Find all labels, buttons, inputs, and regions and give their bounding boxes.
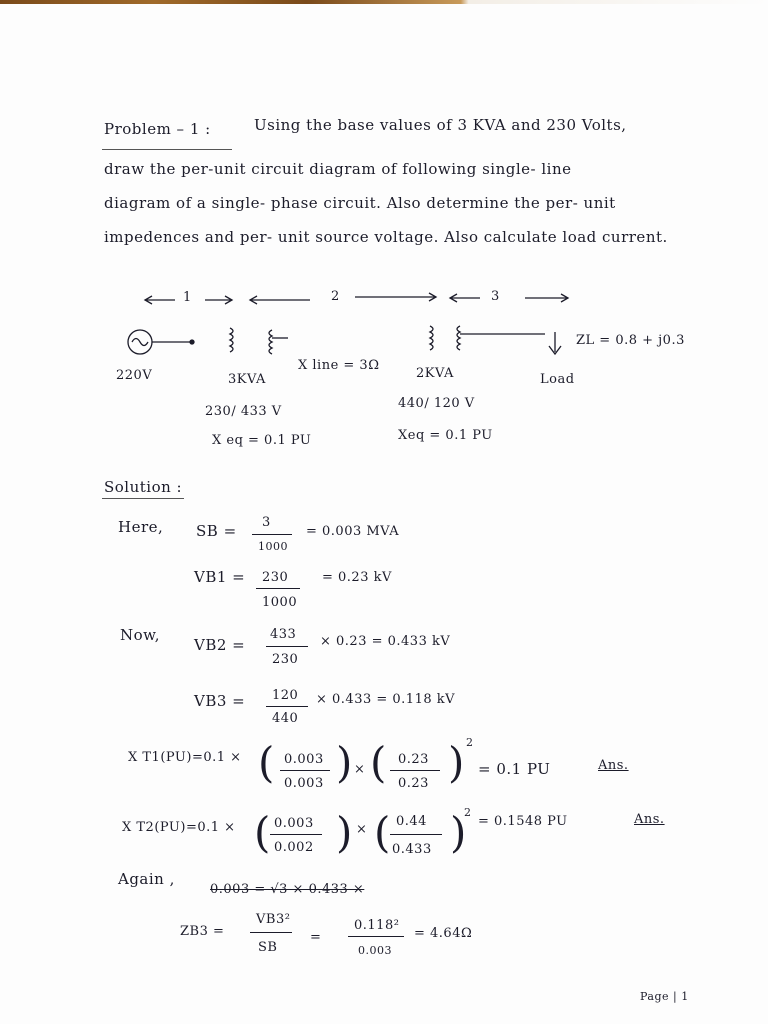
- page-number: Page | 1: [640, 990, 689, 1003]
- sb-denominator: 1000: [258, 540, 288, 553]
- xt1-times: ×: [354, 762, 366, 777]
- vb3-result: × 0.433 = 0.118 kV: [316, 692, 456, 707]
- xt2-f2-denominator: 0.433: [392, 842, 432, 857]
- zb3-numerator-2: 0.118²: [354, 918, 400, 933]
- problem-label: Problem – 1 :: [104, 120, 211, 138]
- problem-line-3: diagram of a single- phase circuit. Also determine the per- unit: [104, 194, 616, 212]
- xt1-label: X T1(PU)=0.1 ×: [128, 750, 242, 765]
- t1-xeq: X eq = 0.1 PU: [212, 433, 312, 448]
- xt1-paren-close-2: ): [448, 738, 465, 787]
- xt1-paren-open-1: (: [258, 738, 275, 787]
- now-label: Now,: [120, 626, 160, 644]
- xt2-f1-numerator: 0.003: [274, 816, 314, 831]
- vb3-denominator: 440: [272, 711, 299, 726]
- source-voltage: 220V: [116, 368, 153, 383]
- t2-secondary-coil: [457, 326, 460, 350]
- region-label-1: 1: [183, 290, 192, 305]
- here-label: Here,: [118, 518, 164, 536]
- zb3-fraction-bar: [250, 932, 292, 933]
- xt2-ans: Ans.: [634, 812, 665, 827]
- solution-underline: [102, 498, 184, 499]
- vb2-label: VB2 =: [194, 636, 246, 654]
- xt2-f2-numerator: 0.44: [396, 814, 427, 829]
- zb3-label: ZB3 =: [180, 924, 225, 939]
- problem-line-4: impedences and per- unit source voltage. Also calculate load current.: [104, 228, 668, 246]
- solution-heading: Solution :: [104, 478, 183, 496]
- xt2-label: X T2(PU)=0.1 ×: [122, 820, 236, 835]
- xt2-f2-bar: [390, 834, 442, 835]
- vb2-result: × 0.23 = 0.433 kV: [320, 634, 451, 649]
- load-impedance: ZL = 0.8 + j0.3: [576, 333, 685, 348]
- sb-fraction-bar: [252, 534, 292, 535]
- xt2-f1-bar: [270, 834, 322, 835]
- xt2-exponent: 2: [464, 806, 472, 819]
- t1-secondary-coil: [269, 330, 272, 354]
- xt2-times: ×: [356, 822, 368, 837]
- vb1-numerator: 230: [262, 570, 289, 585]
- t2-xeq: Xeq = 0.1 PU: [398, 428, 493, 443]
- t1-ratio: 230/ 433 V: [205, 404, 282, 419]
- region-label-3: 3: [491, 289, 500, 304]
- zb3-result: = 4.64Ω: [414, 926, 473, 941]
- source-sine: [132, 339, 148, 346]
- problem-line-1: Using the base values of 3 KVA and 230 Volts,: [254, 116, 627, 134]
- vb1-result: = 0.23 kV: [322, 570, 392, 585]
- zb3-equals: =: [310, 930, 322, 945]
- again-label: Again ,: [118, 870, 175, 888]
- t2-ratio: 440/ 120 V: [398, 396, 475, 411]
- problem-underline: [102, 149, 232, 150]
- vb3-label: VB3 =: [194, 692, 246, 710]
- region-label-2: 2: [331, 289, 340, 304]
- xt2-paren-open-2: (: [374, 808, 391, 857]
- vb3-fraction-bar: [266, 706, 308, 707]
- sb-numerator: 3: [262, 515, 271, 530]
- load-label: Load: [540, 372, 575, 387]
- xt2-paren-close-1: ): [336, 808, 353, 857]
- sb-label: SB =: [196, 522, 237, 540]
- struck-out-expression: 0.003 = √3 × 0.433 ×: [210, 882, 365, 897]
- problem-line-2: draw the per-unit circuit diagram of following single- line: [104, 160, 572, 178]
- xt1-f1-denominator: 0.003: [284, 776, 324, 791]
- xt1-paren-open-2: (: [370, 738, 387, 787]
- xt2-paren-open-1: (: [254, 808, 271, 857]
- bus-1: [190, 340, 194, 344]
- t2-primary-coil: [430, 326, 433, 350]
- xt1-ans: Ans.: [598, 758, 629, 773]
- zb3-fraction-bar-2: [348, 936, 404, 937]
- xt1-f1-bar: [280, 770, 330, 771]
- zb3-numerator: VB3²: [256, 912, 291, 927]
- xt2-f1-denominator: 0.002: [274, 840, 314, 855]
- t1-rating: 3KVA: [228, 372, 266, 387]
- t2-rating: 2KVA: [416, 366, 454, 381]
- xt1-f1-numerator: 0.003: [284, 752, 324, 767]
- zb3-denominator: SB: [258, 940, 278, 955]
- xt1-f2-bar: [390, 770, 440, 771]
- xt1-f2-denominator: 0.23: [398, 776, 429, 791]
- vb3-numerator: 120: [272, 688, 299, 703]
- xt2-result: = 0.1548 PU: [478, 814, 568, 829]
- top-edge-stripe: [0, 0, 768, 4]
- vb2-denominator: 230: [272, 652, 299, 667]
- xt1-paren-close-1: ): [336, 738, 353, 787]
- xt1-result: = 0.1 PU: [478, 760, 551, 778]
- xt1-exponent: 2: [466, 736, 474, 749]
- vb2-numerator: 433: [270, 627, 297, 642]
- zb3-denominator-2: 0.003: [358, 944, 392, 957]
- vb2-fraction-bar: [266, 646, 308, 647]
- xt2-paren-close-2: ): [450, 808, 467, 857]
- vb1-denominator: 1000: [262, 595, 298, 610]
- vb1-fraction-bar: [256, 588, 300, 589]
- line-reactance: X line = 3Ω: [298, 358, 380, 373]
- vb1-label: VB1 =: [194, 568, 246, 586]
- sb-result: = 0.003 MVA: [306, 524, 400, 539]
- xt1-f2-numerator: 0.23: [398, 752, 429, 767]
- t1-primary-coil: [230, 328, 233, 352]
